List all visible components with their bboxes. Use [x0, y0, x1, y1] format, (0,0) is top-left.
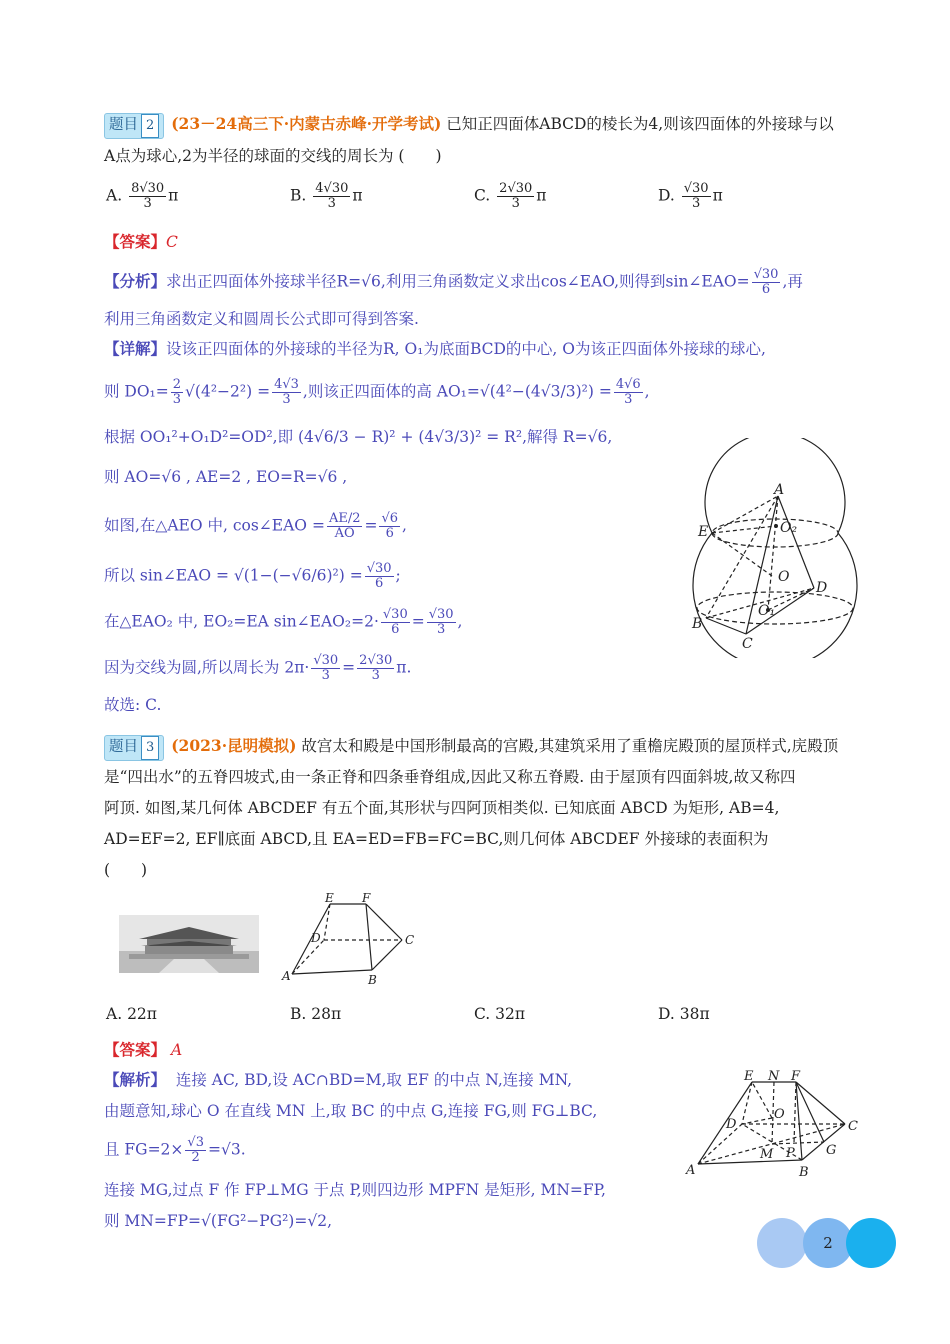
q2-detail2-d: ,: [644, 382, 650, 401]
q3-fig1-label-d: D: [311, 931, 321, 945]
q2-detail-text1: 设该正四面体的外接球的半径为R, O₁为底面BCD的中心, O为该正四面体外接球的球心,: [166, 340, 766, 358]
q2-option-b-num: 4√30: [315, 181, 349, 196]
q3-solution-figure: [680, 1062, 870, 1182]
q2-detail7-frac2-num: √30: [428, 607, 454, 622]
q2-option-d-frac: [682, 182, 711, 211]
q2-option-a-pi: π: [168, 186, 179, 205]
q2-label-a: A: [774, 482, 785, 498]
q3-fig1-label-a: A: [282, 969, 291, 983]
q3-option-d-label: D.: [658, 1005, 675, 1023]
q2-analysis-line2: 利用三角函数定义和圆周长公式即可得到答案.: [104, 310, 419, 328]
q2-detail-line2: [104, 378, 650, 407]
q3-analysis-line4: 连接 MG,过点 F 作 FP⊥MG 于点 P,则四边形 MPFN 是矩形, MN=FP,: [104, 1181, 606, 1199]
page-number: 2: [823, 1234, 833, 1252]
q2-stem-line1: [104, 113, 834, 139]
q2-source: (23－24高三下·内蒙古赤峰·开学考试): [171, 114, 442, 133]
q2-label-e: E: [698, 524, 709, 540]
q3-edge-fb: [366, 904, 372, 970]
q2-analysis-tag: 【分析】: [104, 271, 167, 291]
q2-detail6-frac-den: 6: [374, 576, 384, 591]
q2-label-o: O: [778, 569, 790, 585]
q2-label-o2: O₂: [780, 520, 798, 536]
q3-f2-seg-oe: [752, 1082, 772, 1118]
q3-solid-figure: [280, 890, 430, 990]
q3-option-b-value: 28π: [311, 1005, 342, 1023]
q3-fig2-label-m: M: [760, 1147, 774, 1162]
q2-detail7-frac2: [427, 608, 456, 637]
q2-detail2-frac3: [614, 378, 643, 407]
q2-detail7-frac1-num: √30: [382, 607, 408, 622]
q3-fig1-label-b: B: [368, 973, 377, 987]
q3-analysis-line5: 则 MN=FP=√(FG²−PG²)=√2,: [104, 1212, 333, 1230]
q2-detail2-c: ,则该正四面体的高 AO₁=√(4²−(4√3/3)²) =: [302, 382, 612, 401]
q2-detail8-frac2-den: 3: [371, 668, 380, 683]
q2-sphere-figure: [690, 438, 890, 658]
q2-option-c-frac: [497, 182, 534, 211]
q2-answer: [104, 231, 178, 253]
q2-option-a-num: 8√30: [131, 181, 165, 196]
q2-option-c-label: C.: [474, 186, 491, 205]
q2-option-d-label: D.: [658, 186, 675, 205]
q2-detail8-frac1: [311, 654, 340, 683]
q2-number: 2: [141, 114, 159, 138]
q2-label-b: B: [692, 616, 703, 632]
q2-detail8-c: π.: [396, 658, 412, 677]
q3-fig2-label-n: N: [768, 1069, 780, 1084]
q3-stem-line5: ( ): [104, 861, 148, 879]
q2-detail7-a: 在△EAO₂ 中, EO₂=EA sin∠EAO₂=2·: [104, 612, 379, 631]
q2-detail6-frac: [365, 562, 394, 591]
q3-stem-line2: 是“四出水”的五脊四坡式,由一条正脊和四条垂脊组成,因此又称五脊殿. 由于屋顶有四面斜坡,故又称四: [104, 768, 796, 786]
q2-detail2-frac3-num: 4√6: [615, 377, 641, 392]
q3-edge-bc: [372, 940, 402, 970]
q3-f2-seg-od: [742, 1118, 772, 1124]
q3-option-a-value: 22π: [127, 1005, 157, 1023]
q2-option-c-num: 2√30: [499, 181, 533, 196]
q2-detail-line7: [104, 608, 462, 637]
q3-analysis3-b: =√3.: [207, 1140, 246, 1159]
q2-detail-line9: 故选: C.: [104, 696, 162, 714]
q2-analysis-text1: 求出正四面体外接球半径R=√6,利用三角函数定义求出cos∠EAO,则得到sin∠EAO=: [166, 272, 750, 291]
q2-detail8-a: 因为交线为圆,所以周长为 2π·: [104, 658, 310, 677]
q2-detail8-frac2: [357, 654, 394, 683]
q3-analysis3-frac-den: 2: [191, 1150, 200, 1165]
q3-fig2-label-f: F: [791, 1069, 801, 1084]
q2-detail2-a: 则 DO₁=: [104, 382, 169, 401]
q2-option-a-den: 3: [143, 196, 152, 211]
q2-detail-tag: 【详解】: [104, 339, 167, 358]
q3-option-c-label: C.: [474, 1005, 491, 1023]
q2-big-sphere: [693, 533, 857, 658]
q3-stem-text1: 故宫太和殿是中国形制最高的宫殿,其建筑采用了重檐庑殿顶的屋顶样式,庑殿顶: [301, 737, 839, 755]
q3-stem-line4: AD=EF=2, EF∥底面 ABCD,且 EA=ED=FB=FC=BC,则几何体 ABCDEF 外接球的表面积为: [104, 830, 769, 848]
q2-detail6-frac-num: √30: [366, 561, 392, 576]
q2-option-d-pi: π: [712, 186, 723, 205]
q2-answer-tag: 【答案】: [104, 232, 167, 251]
q2-option-a[interactable]: [106, 182, 178, 211]
q3-badge: [104, 735, 164, 761]
q2-detail8-frac1-num: √30: [313, 653, 339, 668]
q2-label-d: D: [816, 580, 828, 596]
q3-number: 3: [141, 736, 159, 760]
q3-source: (2023·昆明模拟): [171, 736, 297, 755]
q2-detail5-a: 如图,在△AEO 中, cos∠EAO =: [104, 516, 325, 535]
q2-seg-eo2: [712, 526, 776, 533]
q2-detail-line6: [104, 562, 401, 591]
q3-fig1-label-c: C: [405, 933, 415, 947]
q3-fig2-label-a: A: [686, 1163, 696, 1178]
q3-f2-edge-fc: [796, 1082, 845, 1124]
q3-analysis3-frac-num: √3: [187, 1135, 204, 1150]
q2-option-d-den: 3: [692, 196, 701, 211]
q2-answer-value: C: [166, 233, 178, 251]
q2-option-a-frac: [129, 182, 166, 211]
q2-detail5-frac2-den: 6: [385, 526, 394, 541]
q2-detail-line4: 则 AO=√6 , AE=2 , EO=R=√6 ,: [104, 468, 348, 486]
q2-option-b-frac: [313, 182, 350, 211]
q2-detail7-c: ,: [457, 612, 463, 631]
q2-detail8-b: =: [342, 658, 356, 677]
q2-detail-line3: 根据 OO₁²+O₁D²=OD²,即 (4√6/3 − R)² + (4√3/3)² = R²,解得 R=√6,: [104, 428, 613, 446]
q2-seg-eo: [712, 533, 772, 576]
q2-axis-ao1: [768, 496, 778, 610]
q2-badge-label: 题目: [109, 117, 138, 133]
q2-label-o1: O₁: [758, 603, 776, 619]
q2-detail5-frac1: [327, 512, 363, 541]
q3-option-c-value: 32π: [495, 1005, 526, 1023]
q3-analysis-line1: [104, 1069, 572, 1091]
q2-detail7-frac2-den: 3: [436, 622, 446, 637]
q3-fig2-label-c: C: [848, 1119, 858, 1134]
q2-option-a-label: A.: [106, 186, 123, 205]
q3-fig2-label-b: B: [799, 1165, 809, 1180]
q2-label-c: C: [742, 636, 753, 652]
q2-point-o2: [774, 524, 778, 528]
q3-option-d[interactable]: [658, 1003, 710, 1025]
q2-option-b[interactable]: [290, 182, 363, 211]
q3-fig2-label-p: P: [786, 1146, 795, 1161]
q2-detail-line8: [104, 654, 411, 683]
q2-detail8-frac1-den: 3: [321, 668, 330, 683]
q3-analysis3-frac: [185, 1136, 206, 1165]
q2-detail6-b: ;: [395, 566, 401, 585]
q2-detail2-frac2-den: 3: [282, 392, 291, 407]
q3-option-c[interactable]: [474, 1003, 525, 1025]
q2-analysis-line1: [104, 268, 803, 297]
q2-detail-line1: [104, 338, 766, 360]
q2-detail2-frac2-num: 4√3: [274, 377, 299, 392]
q2-detail5-b: =: [364, 516, 378, 535]
q3-palace-photo: [119, 915, 259, 973]
q3-answer-value: A: [170, 1041, 183, 1059]
q3-analysis-line3: [104, 1136, 246, 1165]
q3-stem-line1: [104, 735, 838, 761]
q2-option-b-den: 3: [327, 196, 336, 211]
q2-detail7-frac1: [381, 608, 410, 637]
q2-detail7-frac1-den: 6: [391, 622, 400, 637]
page-ball-left: [757, 1218, 807, 1268]
page-ball-right: [846, 1218, 896, 1268]
q2-analysis-frac-den: 6: [761, 282, 771, 297]
q2-detail2-b: √(4²−2²) =: [185, 382, 271, 401]
q2-detail2-frac1-num: 2: [172, 377, 182, 392]
q2-option-c-pi: π: [536, 186, 547, 205]
q2-detail2-frac1: [171, 378, 183, 407]
q3-badge-label: 题目: [109, 739, 138, 755]
q2-detail5-frac1-den: AO: [334, 526, 355, 541]
q2-detail5-frac2-num: √6: [381, 511, 399, 526]
q2-detail2-frac3-den: 3: [624, 392, 633, 407]
q3-analysis-tag: 【解析】: [104, 1070, 167, 1089]
q3-edge-fc: [366, 904, 402, 940]
q2-option-d[interactable]: [658, 182, 723, 211]
q3-fig2-label-g: G: [826, 1143, 837, 1158]
q3-fig2-label-o: O: [774, 1107, 785, 1122]
q3-f2-edge-ae: [698, 1082, 752, 1164]
q3-fig1-label-e: E: [325, 891, 334, 905]
q2-option-d-num: √30: [683, 181, 709, 196]
q3-analysis-text1: 连接 AC, BD,设 AC∩BD=M,取 EF 的中点 N,连接 MN,: [175, 1071, 573, 1089]
q3-fig1-label-f: F: [362, 891, 371, 905]
q3-fig2-label-e: E: [744, 1069, 754, 1084]
q2-stem-text1: 已知正四面体ABCD的棱长为4,则该四面体的外接球与以: [446, 115, 834, 133]
q3-analysis-line2: 由题意知,球心 O 在直线 MN 上,取 BC 的中点 G,连接 FG,则 FG⊥BC,: [104, 1102, 598, 1120]
q2-detail2-frac1-den: 3: [172, 392, 182, 407]
q2-option-b-label: B.: [290, 186, 307, 205]
q2-analysis-frac-num: √30: [753, 267, 779, 282]
q3-option-d-value: 38π: [679, 1005, 710, 1023]
q3-option-a-label: A.: [106, 1005, 123, 1023]
q3-option-b-label: B.: [290, 1005, 307, 1023]
q2-edge-cd: [746, 588, 814, 634]
q2-option-b-pi: π: [352, 186, 363, 205]
q2-detail5-frac1-num: AE/2: [328, 511, 361, 526]
q2-edge-ab: [706, 496, 778, 618]
q2-badge: [104, 113, 164, 139]
q2-detail2-frac2: [272, 378, 301, 407]
q2-detail-line5: [104, 512, 407, 541]
q2-detail5-c: ,: [402, 516, 407, 535]
q3-f2-seg-fp: [794, 1082, 796, 1143]
q3-analysis3-a: 且 FG=2×: [104, 1140, 184, 1159]
q2-detail7-b: =: [411, 612, 425, 631]
q3-f2-edge-ed: [742, 1082, 752, 1124]
q3-edge-ab: [292, 970, 372, 974]
q2-detail8-frac2-num: 2√30: [359, 653, 393, 668]
q2-stem-line2: A点为球心,2为半径的球面的交线的周长为 ( ): [104, 147, 442, 165]
q2-option-c-den: 3: [511, 196, 520, 211]
q2-detail5-frac2: [379, 512, 400, 541]
q2-analysis-frac: [752, 268, 781, 297]
q3-fig2-label-d: D: [726, 1117, 737, 1132]
q2-analysis-tail: ,再: [782, 272, 803, 291]
q2-detail6-a: 所以 sin∠EAO = √(1−(−√6/6)²) =: [104, 566, 363, 585]
q3-option-b[interactable]: [290, 1003, 341, 1025]
q3-answer: [104, 1039, 182, 1061]
q3-stem-line3: 阿顶. 如图,某几何体 ABCDEF 有五个面,其形状与四阿顶相类似. 已知底面 ABCD 为矩形, AB=4,: [104, 799, 780, 817]
q2-option-c[interactable]: [474, 182, 546, 211]
q3-answer-tag: 【答案】: [104, 1040, 167, 1059]
q3-option-a[interactable]: [106, 1003, 157, 1025]
